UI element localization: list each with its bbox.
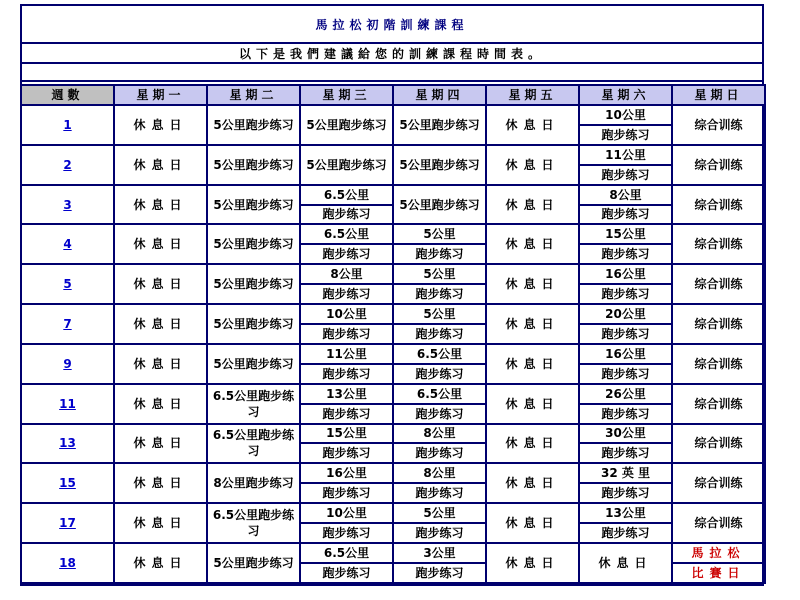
week-cell [21, 264, 114, 304]
week-link[interactable]: 1 [63, 117, 72, 132]
table-row [21, 543, 765, 563]
table-row [21, 344, 765, 364]
activity-cell: 跑步练习 [579, 523, 672, 543]
activity-cell: 跑步练习 [300, 324, 393, 344]
rest-day-cell: 休息日 [114, 105, 207, 145]
activity-cell: 跑步练习 [300, 205, 393, 225]
activity-cell: 跑步练习 [579, 125, 672, 145]
header-day: 星期四 [393, 85, 486, 105]
rest-day-cell: 休息日 [114, 463, 207, 503]
week-link[interactable]: 9 [63, 356, 72, 371]
rest-day-cell: 休息日 [579, 543, 672, 583]
distance-cell: 20公里 [579, 304, 672, 324]
rest-day-cell: 休息日 [486, 185, 579, 225]
distance-cell: 6.5公里 [393, 384, 486, 404]
header-day: 星期五 [486, 85, 579, 105]
activity-cell: 跑步练习 [300, 443, 393, 463]
table-row [21, 463, 765, 483]
rest-day-cell: 休息日 [114, 304, 207, 344]
distance-cell: 6.5公里 [300, 543, 393, 563]
week-cell [21, 384, 114, 424]
week-cell [21, 503, 114, 543]
activity-cell: 跑步练习 [579, 364, 672, 384]
table-row [21, 304, 765, 324]
distance-cell: 8公里 [393, 463, 486, 483]
table-row [21, 224, 765, 244]
distance-cell: 8公里 [579, 185, 672, 205]
week-cell [21, 145, 114, 185]
rest-day-cell: 休息日 [486, 424, 579, 464]
workout-cell: 5公里跑步练习 [207, 543, 300, 583]
workout-cell: 综合训练 [672, 264, 765, 304]
distance-cell: 5公里 [393, 264, 486, 284]
workout-cell: 5公里跑步练习 [207, 105, 300, 145]
workout-cell: 5公里跑步练习 [207, 304, 300, 344]
rest-day-cell: 休息日 [486, 543, 579, 583]
distance-cell: 8公里 [300, 264, 393, 284]
workout-cell: 综合训练 [672, 463, 765, 503]
week-link[interactable]: 17 [59, 516, 76, 531]
workout-cell: 5公里跑步练习 [207, 224, 300, 264]
workout-cell: 5公里跑步练习 [207, 185, 300, 225]
distance-cell: 5公里 [393, 304, 486, 324]
race-day-cell: 馬拉松 [672, 543, 765, 563]
week-cell [21, 304, 114, 344]
activity-cell: 跑步练习 [393, 404, 486, 424]
workout-cell: 综合训练 [672, 145, 765, 185]
week-link[interactable]: 3 [63, 197, 72, 212]
workout-cell: 5公里跑步练习 [207, 145, 300, 185]
activity-cell: 跑步练习 [300, 404, 393, 424]
rest-day-cell: 休息日 [486, 304, 579, 344]
activity-cell: 跑步练习 [300, 284, 393, 304]
header-day: 星期六 [579, 85, 672, 105]
table-row [21, 185, 765, 205]
week-link[interactable]: 13 [59, 436, 76, 451]
workout-cell: 综合训练 [672, 224, 765, 264]
distance-cell: 16公里 [579, 344, 672, 364]
week-cell [21, 105, 114, 145]
rest-day-cell: 休息日 [486, 384, 579, 424]
week-cell [21, 543, 114, 583]
distance-cell: 6.5公里 [393, 344, 486, 364]
week-cell [21, 344, 114, 384]
page-title: 馬拉松初階訓練課程 [20, 4, 764, 44]
activity-cell: 跑步练习 [393, 364, 486, 384]
distance-cell: 26公里 [579, 384, 672, 404]
activity-cell: 跑步练习 [393, 244, 486, 264]
training-schedule-table [20, 84, 766, 584]
rest-day-cell: 休息日 [114, 224, 207, 264]
rest-day-cell: 休息日 [114, 344, 207, 384]
header-day: 星期日 [672, 85, 765, 105]
distance-cell: 16公里 [300, 463, 393, 483]
rest-day-cell: 休息日 [114, 503, 207, 543]
page-subtitle: 以下是我們建議給您的訓練課程時間表。 [20, 44, 764, 64]
rest-day-cell: 休息日 [114, 384, 207, 424]
workout-cell: 5公里跑步练习 [207, 264, 300, 304]
table-row [21, 384, 765, 404]
rest-day-cell: 休息日 [114, 145, 207, 185]
rest-day-cell: 休息日 [486, 224, 579, 264]
activity-cell: 跑步练习 [300, 244, 393, 264]
header-day: 星期二 [207, 85, 300, 105]
workout-cell: 5公里跑步练习 [393, 145, 486, 185]
distance-cell: 11公里 [579, 145, 672, 165]
workout-cell: 综合训练 [672, 503, 765, 543]
activity-cell: 跑步练习 [393, 324, 486, 344]
table-row [21, 145, 765, 165]
rest-day-cell: 休息日 [486, 503, 579, 543]
table-row [21, 424, 765, 444]
week-cell [21, 463, 114, 503]
workout-cell: 6.5公里跑步练习 [207, 424, 300, 464]
workout-cell: 6.5公里跑步练习 [207, 384, 300, 424]
distance-cell: 15公里 [579, 224, 672, 244]
distance-cell: 8公里 [393, 424, 486, 444]
workout-cell: 5公里跑步练习 [300, 105, 393, 145]
activity-cell: 跑步练习 [300, 563, 393, 583]
distance-cell: 30公里 [579, 424, 672, 444]
table-row [21, 503, 765, 523]
week-link[interactable]: 15 [59, 476, 76, 491]
distance-cell: 10公里 [300, 304, 393, 324]
activity-cell: 跑步练习 [393, 563, 486, 583]
activity-cell: 跑步练习 [579, 165, 672, 185]
rest-day-cell: 休息日 [114, 543, 207, 583]
activity-cell: 跑步练习 [393, 284, 486, 304]
rest-day-cell: 休息日 [486, 344, 579, 384]
table-row [21, 105, 765, 125]
activity-cell: 跑步练习 [393, 443, 486, 463]
week-link[interactable]: 2 [63, 157, 72, 172]
workout-cell: 5公里跑步练习 [300, 145, 393, 185]
distance-cell: 10公里 [300, 503, 393, 523]
spacer-row [20, 64, 764, 82]
week-cell [21, 424, 114, 464]
workout-cell: 5公里跑步练习 [393, 185, 486, 225]
distance-cell: 10公里 [579, 105, 672, 125]
workout-cell: 6.5公里跑步练习 [207, 503, 300, 543]
workout-cell: 5公里跑步练习 [393, 105, 486, 145]
distance-cell: 6.5公里 [300, 185, 393, 205]
week-link[interactable]: 5 [63, 277, 72, 292]
week-cell [21, 185, 114, 225]
activity-cell: 跑步练习 [393, 523, 486, 543]
activity-cell: 跑步练习 [579, 284, 672, 304]
header-row [21, 85, 765, 105]
activity-cell: 跑步练习 [300, 364, 393, 384]
distance-cell: 5公里 [393, 224, 486, 244]
week-cell [21, 224, 114, 264]
week-link[interactable]: 11 [59, 396, 76, 411]
rest-day-cell: 休息日 [114, 185, 207, 225]
workout-cell: 5公里跑步练习 [207, 344, 300, 384]
race-day-cell: 比賽日 [672, 563, 765, 583]
activity-cell: 跑步练习 [300, 483, 393, 503]
distance-cell: 6.5公里 [300, 224, 393, 244]
activity-cell: 跑步练习 [579, 244, 672, 264]
rest-day-cell: 休息日 [114, 424, 207, 464]
activity-cell: 跑步练习 [579, 483, 672, 503]
workout-cell: 综合训练 [672, 384, 765, 424]
header-day: 星期一 [114, 85, 207, 105]
distance-cell: 16公里 [579, 264, 672, 284]
workout-cell: 8公里跑步练习 [207, 463, 300, 503]
distance-cell: 13公里 [300, 384, 393, 404]
rest-day-cell: 休息日 [114, 264, 207, 304]
workout-cell: 综合训练 [672, 304, 765, 344]
distance-cell: 11公里 [300, 344, 393, 364]
rest-day-cell: 休息日 [486, 463, 579, 503]
header-week: 週數 [21, 85, 114, 105]
activity-cell: 跑步练习 [579, 404, 672, 424]
distance-cell: 5公里 [393, 503, 486, 523]
distance-cell: 32 英 里 [579, 463, 672, 483]
week-link[interactable]: 18 [59, 555, 76, 570]
distance-cell: 3公里 [393, 543, 486, 563]
workout-cell: 综合训练 [672, 344, 765, 384]
rest-day-cell: 休息日 [486, 264, 579, 304]
distance-cell: 13公里 [579, 503, 672, 523]
week-link[interactable]: 7 [63, 316, 72, 331]
activity-cell: 跑步练习 [300, 523, 393, 543]
activity-cell: 跑步练习 [393, 483, 486, 503]
header-day: 星期三 [300, 85, 393, 105]
distance-cell: 15公里 [300, 424, 393, 444]
workout-cell: 综合训练 [672, 105, 765, 145]
rest-day-cell: 休息日 [486, 105, 579, 145]
workout-cell: 综合训练 [672, 424, 765, 464]
activity-cell: 跑步练习 [579, 443, 672, 463]
activity-cell: 跑步练习 [579, 324, 672, 344]
table-row [21, 264, 765, 284]
workout-cell: 综合训练 [672, 185, 765, 225]
week-link[interactable]: 4 [63, 237, 72, 252]
activity-cell: 跑步练习 [579, 205, 672, 225]
rest-day-cell: 休息日 [486, 145, 579, 185]
